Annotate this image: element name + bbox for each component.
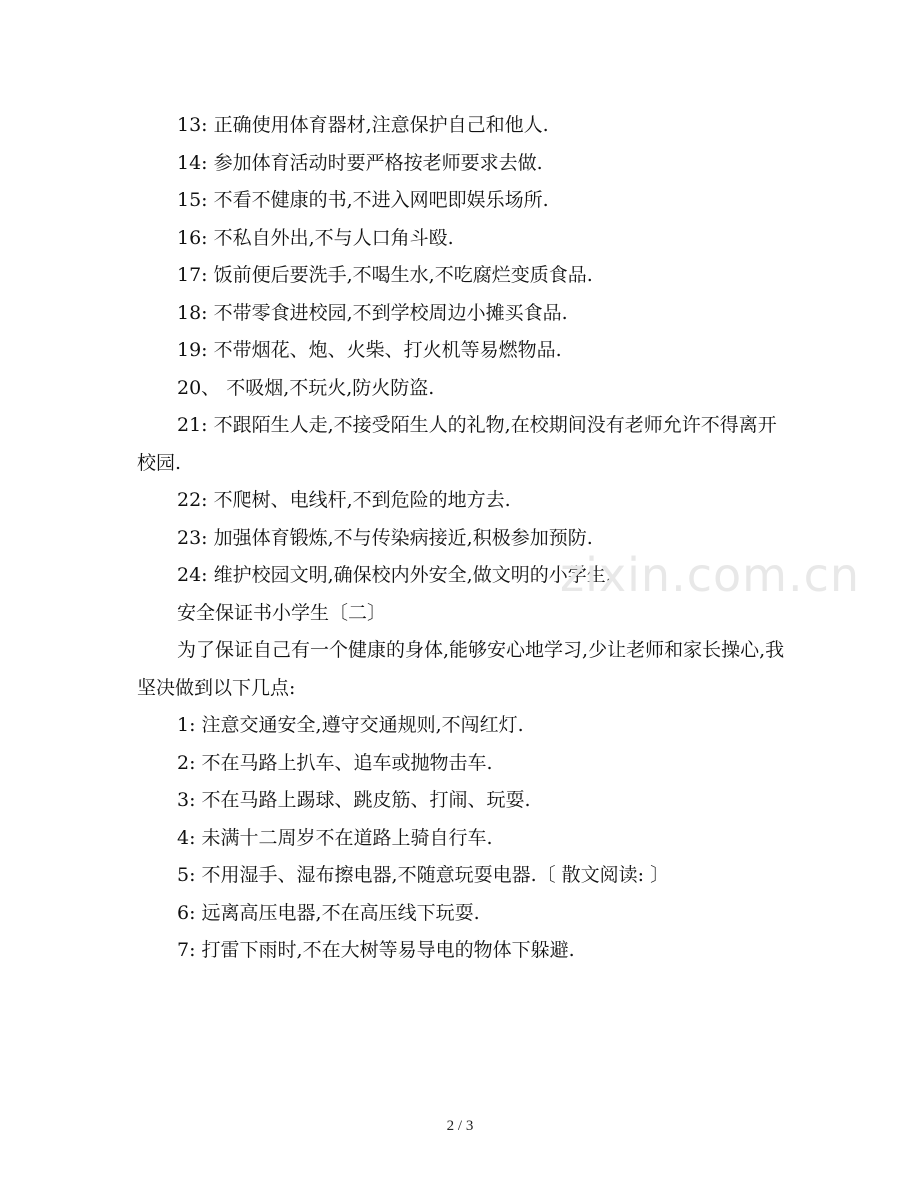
watermark: zixin.com.cn (560, 548, 861, 602)
paragraph-1: 1: 注意交通安全,遵守交通规则,不闯红灯. (177, 714, 524, 736)
paragraph-5: 5: 不用湿手、湿布擦电器,不随意玩耍电器.〔 散文阅读: 〕 (177, 864, 670, 886)
paragraph-24: 24: 维护校园文明,确保校内外安全,做文明的小学生. (177, 564, 612, 586)
paragraph-20: 20、 不吸烟,不玩火,防火防盗. (177, 376, 435, 399)
paragraph-21: 21: 不跟陌生人走,不接受陌生人的礼物,在校期间没有老师允许不得离开校园. (137, 414, 777, 474)
paragraph-19: 19: 不带烟花、炮、火柴、打火机等易燃物品. (177, 339, 562, 361)
paragraph-3: 3: 不在马路上踢球、跳皮筋、打闹、玩耍. (177, 789, 531, 811)
paragraph-16: 16: 不私自外出,不与人口角斗殴. (177, 226, 454, 249)
paragraph-13: 13: 正确使用体育器材,注意保护自己和他人. (177, 114, 549, 136)
paragraph-14: 14: 参加体育活动时要严格按老师要求去做. (177, 151, 543, 174)
paragraph-18: 18: 不带零食进校园,不到学校周边小摊买食品. (177, 301, 568, 324)
paragraph-15: 15: 不看不健康的书,不进入网吧即娱乐场所. (177, 189, 549, 211)
intro-paragraph: 为了保证自己有一个健康的身体,能够安心地学习,少让老师和家长操心,我坚决做到以下几点: (137, 639, 785, 699)
paragraph-23: 23: 加强体育锻炼,不与传染病接近,积极参加预防. (177, 526, 593, 549)
paragraph-4: 4: 未满十二周岁不在道路上骑自行车. (177, 826, 493, 849)
paragraph-22: 22: 不爬树、电线杆,不到危险的地方去. (177, 489, 511, 511)
section-heading: 安全保证书小学生〔二〕 (177, 601, 387, 624)
document-body (137, 107, 787, 970)
page-number: 2 / 3 (446, 1118, 474, 1134)
paragraph-7: 7: 打雷下雨时,不在大树等易导电的物体下躲避. (177, 939, 575, 961)
paragraph-2: 2: 不在马路上扒车、追车或抛物击车. (177, 751, 493, 774)
paragraph-17: 17: 饭前便后要洗手,不喝生水,不吃腐烂变质食品. (177, 264, 593, 286)
paragraph-6: 6: 远离高压电器,不在高压线下玩耍. (177, 901, 480, 924)
